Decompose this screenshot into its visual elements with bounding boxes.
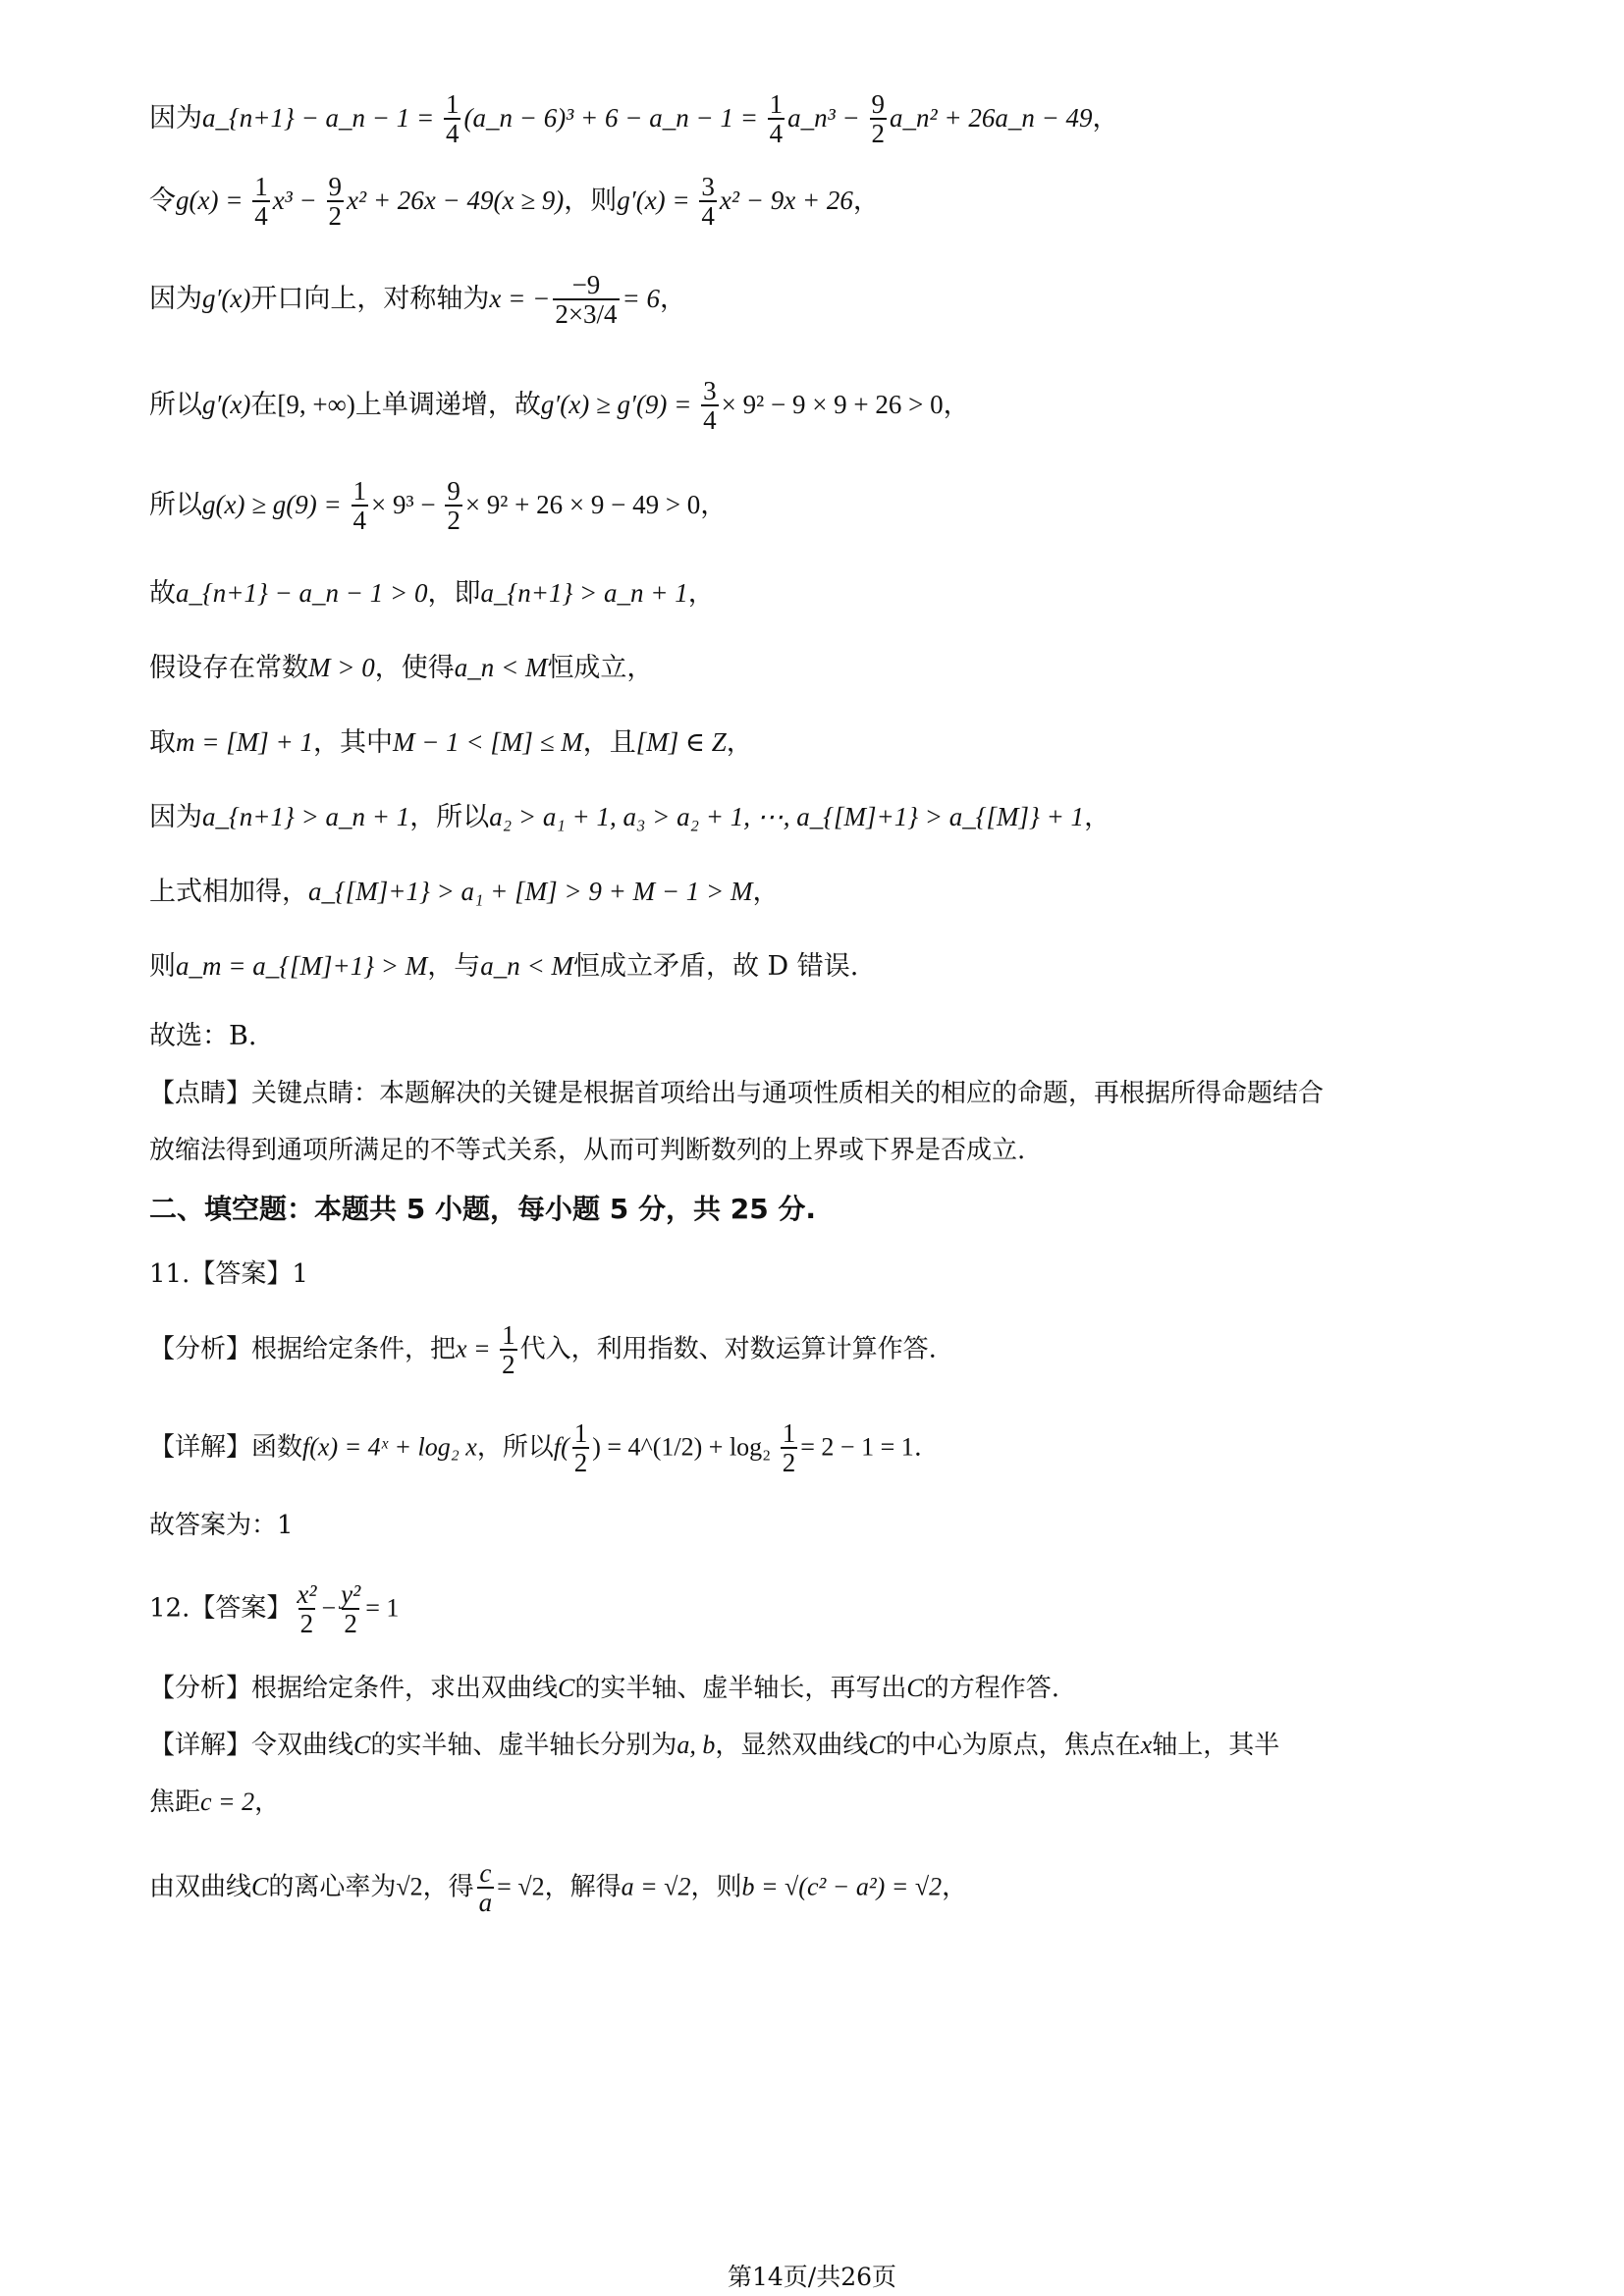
key-note: 【点睛】关键点睛：本题解决的关键是根据首项给出与通项性质相关的相应的命题，再根据所得命题结合: [149, 1079, 1325, 1108]
solution-line: 令g(x) = $\frac{1}{4}$ x³ − $\frac{9}{2}$ x² + 26x − 49(x ≥ 9)，则g′(x) = $\frac{3}{4}$ x² − 9x + 26，: [149, 172, 880, 232]
fraction: $\frac{\text{x²}}{2}$: [297, 1579, 317, 1639]
solution-line: 因为a_{n+1} − a_n − 1 = $\frac{1}{4}$ (a_n − 6)³ + 6 − a_n − 1 = $\frac{1}{4}$ a_n³ − $\frac{9}{2}$ a_n² + 26a_n − 49，: [149, 89, 1119, 149]
solution-line: 所以g(x) ≥ g(9) = $\frac{1}{4}$ × 9³ − $\frac{9}{2}$ × 9² + 26 × 9 − 49 > 0，: [149, 476, 728, 536]
analysis-12: 【分析】根据给定条件，求出双曲线C的实半轴、虚半轴长，再写出C的方程作答.: [149, 1674, 1059, 1703]
solution-line: 故a_{n+1} − a_n − 1 > 0，即a_{n+1} > a_n + 1，: [149, 578, 715, 609]
detail-12: 【详解】令双曲线C的实半轴、虚半轴长分别为a, b，显然双曲线C的中心为原点，焦点在x轴上，其半: [149, 1731, 1280, 1760]
fraction: $\frac{-9}{2\times 3/4}$: [555, 270, 618, 330]
solution-line: 假设存在常数M > 0，使得a_n < M恒成立，: [149, 653, 654, 683]
fraction: $\frac{1}{4}$: [352, 476, 366, 536]
final-answer-11: 故答案为：1: [149, 1511, 294, 1540]
fraction: $\frac{3}{4}$: [703, 376, 717, 436]
solution-line: 所以g′(x)在[9, +∞)上单调递增，故g′(x) ≥ g′(9) = $\frac{3}{4}$ × 9² − 9 × 9 + 26 > 0，: [149, 376, 970, 436]
fraction: $\frac{1}{4}$: [445, 89, 460, 149]
solution-line: 因为a_{n+1} > a_n + 1，所以a₂ > a₁ + 1, a₃ > a₂ + 1, ⋯, a_{[M]+1} > a_{[M]} + 1，: [149, 802, 1111, 832]
fraction: $\frac{1}{2}$: [782, 1418, 796, 1478]
fraction: $\frac{1}{2}$: [573, 1418, 588, 1478]
answer-11: 11.【答案】1: [149, 1259, 308, 1289]
fraction: $\frac{1}{4}$: [769, 89, 784, 149]
fraction: $\frac{1}{2}$: [502, 1320, 515, 1380]
fraction: $\frac{\text{y²}}{2}$: [341, 1579, 361, 1639]
answer-12: 12.【答案】 $\frac{\text{x²}}{2}$ − $\frac{\text{y²}}{2}$ = 1: [149, 1579, 400, 1639]
solution-line: 则a_m = a_{[M]+1} > M，与a_n < M恒成立矛盾，故 D 错误.: [149, 951, 859, 982]
fraction: $\frac{9}{2}$: [328, 172, 342, 232]
fraction: $\frac{c}{a}$: [478, 1858, 493, 1918]
detail-11: 【详解】函数f(x) = 4ˣ + log₂ x，所以f( $\frac{1}{2}$ ) = 4^(1/2) + log₂ $\frac{1}{2}$ = 2 − 1 = 1.: [149, 1418, 923, 1478]
solution-line: 取m = [M] + 1，其中M − 1 < [M] ≤ M，且[M] ∈ Z，: [149, 727, 753, 758]
section-heading: 二、填空题：本题共 5 小题，每小题 5 分，共 25 分.: [149, 1193, 817, 1225]
key-note-continued: 放缩法得到通项所满足的不等式关系，从而可判断数列的上界或下界是否成立.: [149, 1136, 1026, 1165]
solution-line: 上式相加得，a_{[M]+1} > a₁ + [M] > 9 + M − 1 > M，: [149, 877, 780, 907]
page-footer: 第14页/共26页: [727, 2263, 897, 2291]
fraction: $\frac{3}{4}$: [701, 172, 715, 232]
fraction: $\frac{9}{2}$: [871, 89, 885, 149]
analysis-11: 【分析】根据给定条件，把x = $\frac{1}{2}$ 代入，利用指数、对数运算计算作答.: [149, 1320, 937, 1380]
detail-12-eccentricity: 由双曲线C的离心率为√2，得 $\frac{c}{a}$ = √2，解得a = √2，则b = √(c² − a²) = √2，: [149, 1858, 968, 1918]
detail-12-continued: 焦距c = 2，: [149, 1788, 281, 1817]
fraction: $\frac{9}{2}$: [447, 476, 460, 536]
fraction: $\frac{1}{4}$: [254, 172, 268, 232]
solution-line: 故选：B.: [149, 1021, 257, 1051]
solution-line: 因为g′(x)开口向上，对称轴为x = − $\frac{-9}{2\times 3/4}$ = 6，: [149, 270, 687, 330]
